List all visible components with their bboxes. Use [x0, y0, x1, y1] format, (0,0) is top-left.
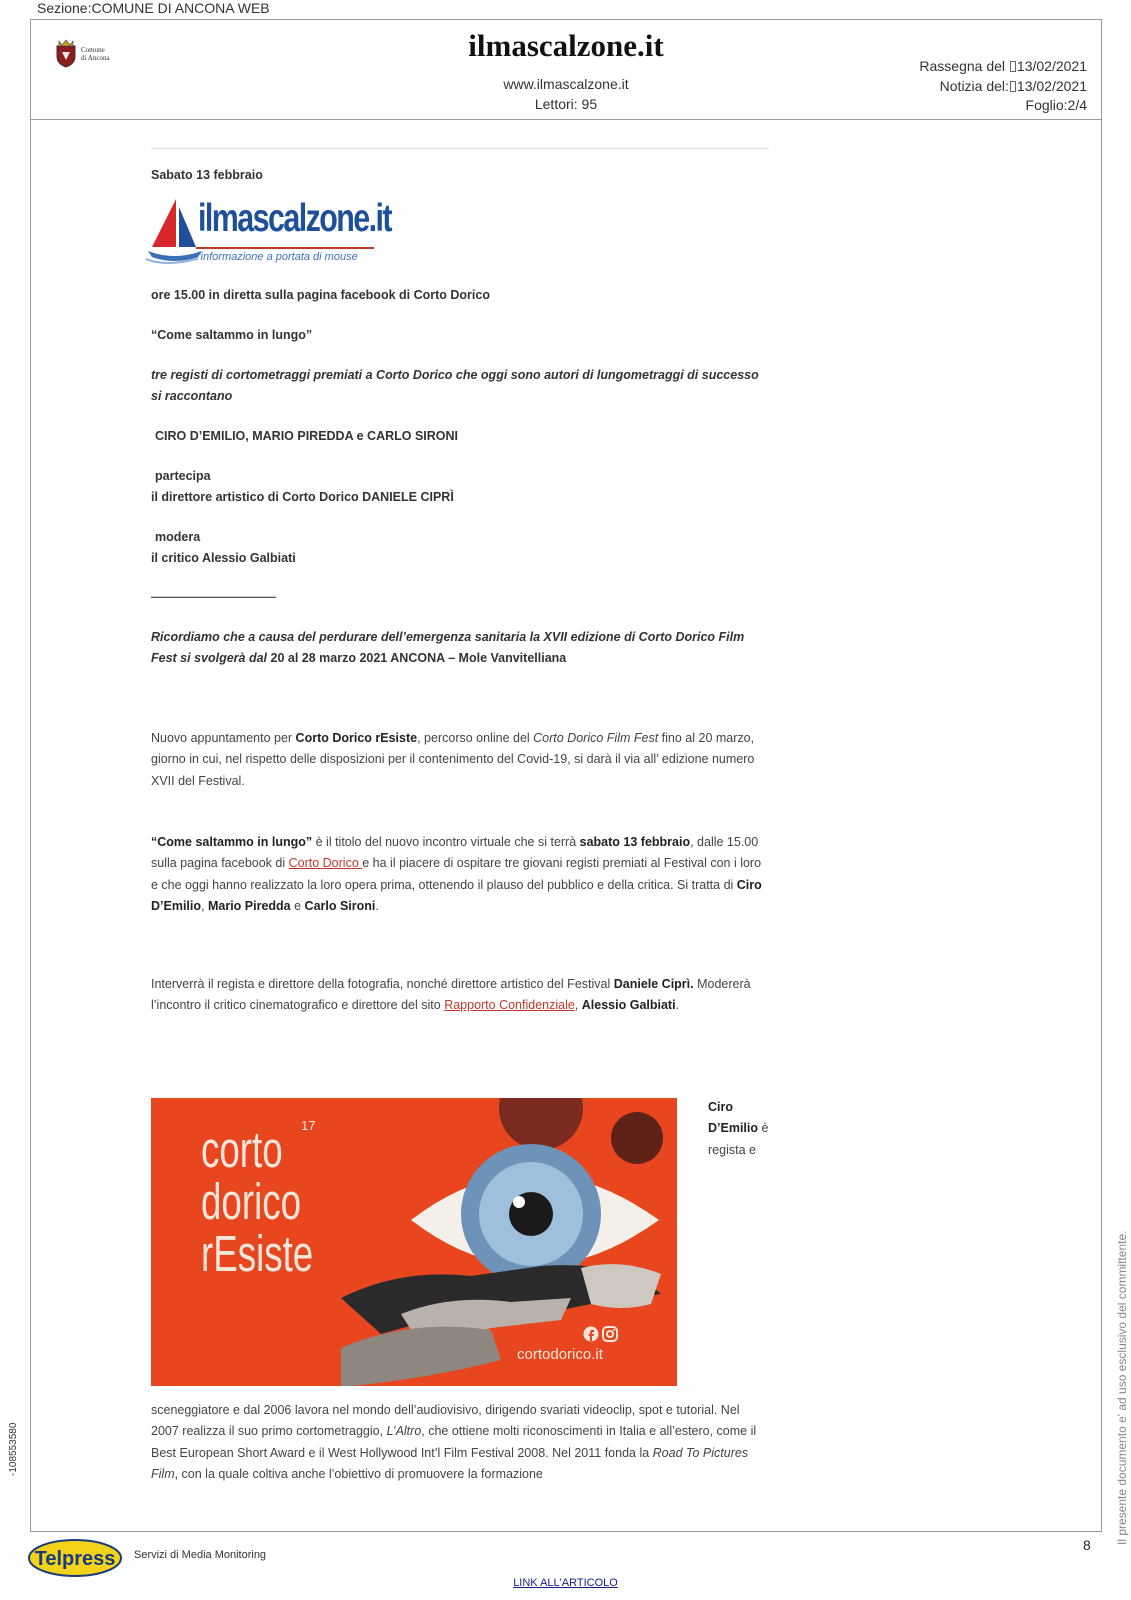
poster-social-icons — [583, 1326, 619, 1342]
paragraph-4: sceneggiatore e dal 2006 lavora nel mondo dell’audiovisivo, dirigendo svariati videoclip, spot e tutorial. Nel 2007 realizza il suo primo cortometraggio, L’Altro, che ottiene molti riconoscimenti in Italia e all’estero, come il Best European Short Award e il West Hollywood Int’l Film Festival 2008. Nel 2011 fonda la Road To Pictures Film, con la quale coltiva anche l’obiettivo di promuovere la formazione — [151, 1403, 757, 1481]
section-label: Sezione:COMUNE DI ANCONA WEB — [37, 0, 270, 16]
intro-line-3b: si raccontano — [151, 389, 233, 403]
intro-partecipa: partecipa — [155, 469, 211, 483]
intro-modera: modera — [155, 530, 201, 544]
intro-line-1: ore 15.00 in diretta sulla pagina facebook di Corto Dorico — [151, 288, 490, 302]
logo-underline — [196, 247, 374, 249]
crest-line-1: Comune — [81, 46, 105, 54]
media-monitoring-label: Servizi di Media Monitoring — [134, 1549, 267, 1561]
notizia-line: Notizia del: 13/02/2021 — [939, 77, 1087, 94]
paragraph-1: Nuovo appuntamento per Corto Dorico rEsiste, percorso online del Corto Dorico Film Fest fino al 20 marzo, giorno in cui, nel rispetto delle disposizioni per il contenimento del Covid-19, si darà il via all’ edizione numero XVII del Festival. — [151, 731, 755, 788]
poster-side-caption: Ciro D’Emilio è regista e — [708, 1100, 769, 1157]
poster-title: corto dorico rEsiste — [201, 1121, 314, 1282]
notizia-date: 13/02/2021 — [1016, 77, 1087, 94]
paragraph-3: Interverrà il regista e direttore della fotografia, nonché direttore artistico del Festival Daniele Ciprì. Modererà l’incontro il critico cinematografico e direttore del sito Rapporto Confidenziale, Alessio Galbiati. — [151, 977, 751, 1013]
intro-line-3a: tre registi di cortometraggi premiati a Corto Dorico che oggi sono autori di lungometraggi di successo — [151, 368, 759, 382]
facebook-icon — [584, 1327, 599, 1342]
telpress-logo — [28, 1539, 122, 1577]
readers-count: Lettori: 95 — [534, 96, 598, 112]
corto-dorico-link[interactable]: Corto Dorico — [288, 856, 363, 871]
foglio-line: Foglio:2/4 — [1025, 97, 1087, 113]
logo-wordmark: ilmascalzone.it — [198, 197, 392, 240]
intro-directors: CIRO D’EMILIO, MARIO PIREDDA e CARLO SIRONI — [155, 429, 459, 443]
poster-url: cortodorico.it — [517, 1346, 603, 1363]
article-link[interactable]: LINK ALL'ARTICOLO — [513, 1577, 618, 1589]
intro-director-artistic: il direttore artistico di Corto Dorico DANIELE CIPRÌ — [151, 490, 454, 504]
usage-notice: Il presente documento e' ad uso esclusivo del committente. — [1115, 1230, 1129, 1545]
notice-line-2: Fest si svolgerà dal 20 al 28 marzo 2021 ANCONA – Mole Vanvitelliana — [151, 651, 567, 665]
logo-tagline: l'informazione a portata di mouse — [196, 251, 358, 263]
telpress-wordmark: Telpress — [34, 1548, 116, 1570]
document-id: -108553580 — [8, 1422, 19, 1476]
separator-line: —————————— — [151, 590, 276, 604]
article-date: Sabato 13 febbraio — [151, 168, 263, 182]
sailboat-icon — [146, 195, 202, 265]
rapporto-confidenziale-link[interactable]: Rapporto Confidenziale — [444, 998, 575, 1013]
intro-critic: il critico Alessio Galbiati — [151, 551, 296, 565]
eye-hands-illustration — [341, 1098, 677, 1386]
crest-line-2: di Ancona — [81, 54, 110, 62]
intro-event-title: “Come saltammo in lungo” — [151, 328, 313, 342]
masthead-title: ilmascalzone.it — [468, 28, 664, 63]
rassegna-date: 13/02/2021 — [1016, 58, 1087, 74]
instagram-icon — [603, 1327, 617, 1341]
page-number: 8 — [1083, 1537, 1091, 1553]
poster-edition: 17 — [301, 1118, 316, 1133]
top-divider — [151, 148, 769, 149]
rassegna-line: Rassegna del 13/02/2021 — [919, 58, 1087, 74]
site-url: www.ilmascalzone.it — [503, 76, 629, 92]
notice-line-1: Ricordiamo che a causa del perdurare dell’emergenza sanitaria la XVII edizione di Corto Dorico Film — [151, 630, 745, 644]
paragraph-2: “Come saltammo in lungo” è il titolo del nuovo incontro virtuale che si terrà sabato 13 febbraio, dalle 15.00 sulla pagina facebook di Corto Dorico e ha il piacere di ospitare tre giovani registi premiati al Festival con i loro e che oggi hanno realizzato la loro opera prima, ottenendo il plauso del pubblico e della critica. Si tratta di Ciro D’Emilio, Mario Piredda e Carlo Sironi. — [151, 835, 762, 913]
ilmascalzone-logo — [146, 195, 392, 269]
corto-dorico-poster — [151, 1098, 677, 1386]
